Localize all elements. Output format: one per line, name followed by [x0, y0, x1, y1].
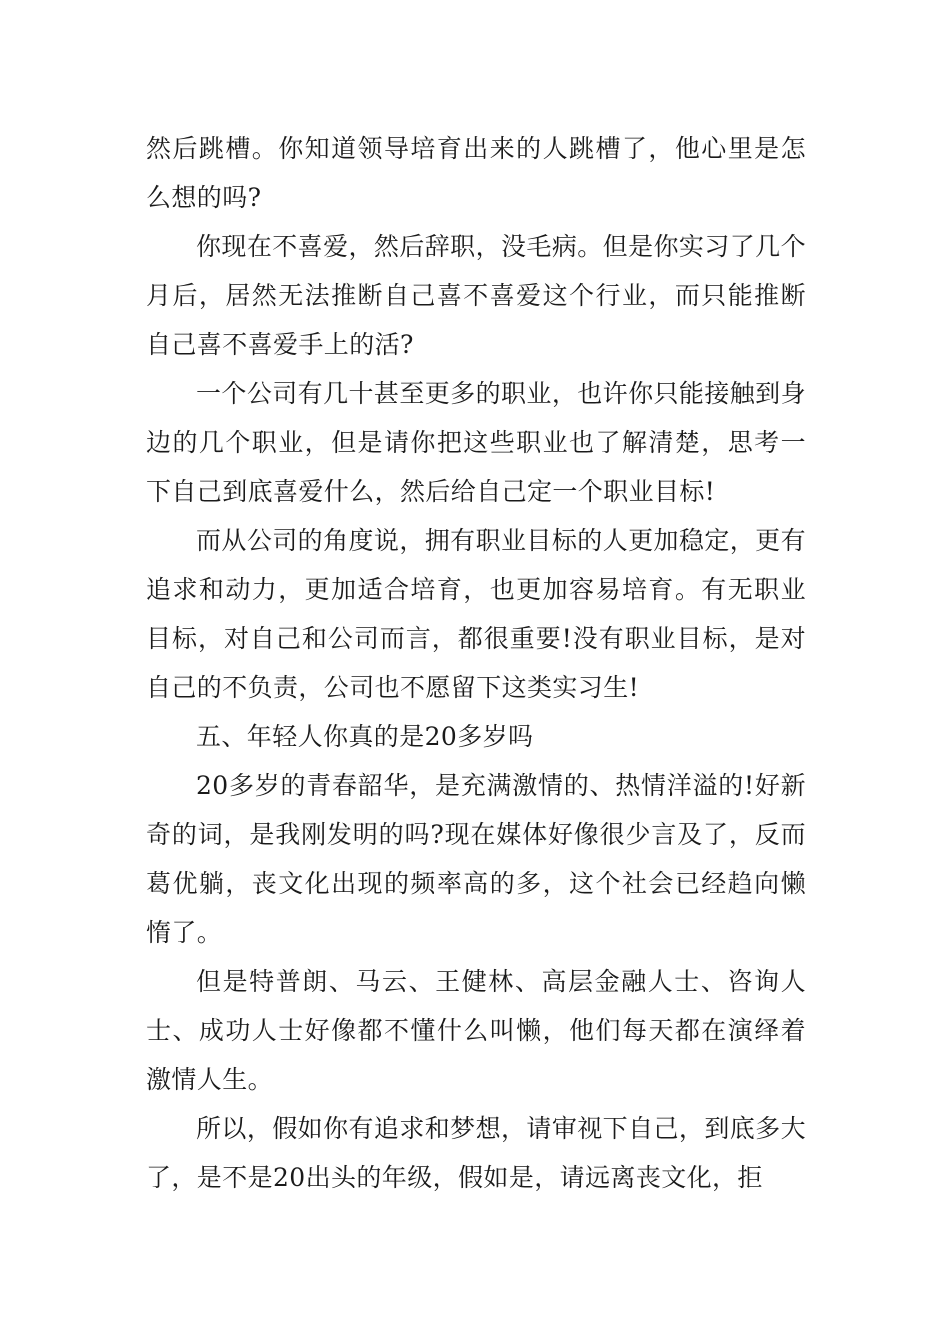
paragraph: 你现在不喜爱，然后辞职，没毛病。但是你实习了几个月后，居然无法推断自己喜不喜爱这个行业，而只能推断自己喜不喜爱手上的活? [146, 232, 806, 359]
section-heading: 五、年轻人你真的是20多岁吗 [196, 722, 534, 751]
paragraph: 20多岁的青春韶华，是充满激情的、热情洋溢的!好新奇的词，是我刚发明的吗?现在媒体好像很少言及了，反而葛优躺，丧文化出现的频率高的多，这个社会已经趋向懒惰了。 [146, 771, 806, 947]
paragraph: 而从公司的角度说，拥有职业目标的人更加稳定，更有追求和动力，更加适合培育，也更加容易培育。有无职业目标，对自己和公司而言，都很重要!没有职业目标，是对自己的不负责，公司也不愿留下这类实习生! [146, 526, 806, 702]
paragraph: 所以，假如你有追求和梦想，请审视下自己，到底多大了，是不是20出头的年级，假如是，请远离丧文化，拒 [146, 1114, 806, 1192]
document-body [146, 124, 806, 1202]
paragraph: 但是特普朗、马云、王健林、高层金融人士、咨询人士、成功人士好像都不懂什么叫懒，他们每天都在演绎着激情人生。 [146, 967, 806, 1094]
paragraph: 一个公司有几十甚至更多的职业，也许你只能接触到身边的几个职业，但是请你把这些职业也了解清楚，思考一下自己到底喜爱什么，然后给自己定一个职业目标! [146, 379, 806, 506]
paragraph: 然后跳槽。你知道领导培育出来的人跳槽了，他心里是怎么想的吗? [146, 134, 806, 212]
